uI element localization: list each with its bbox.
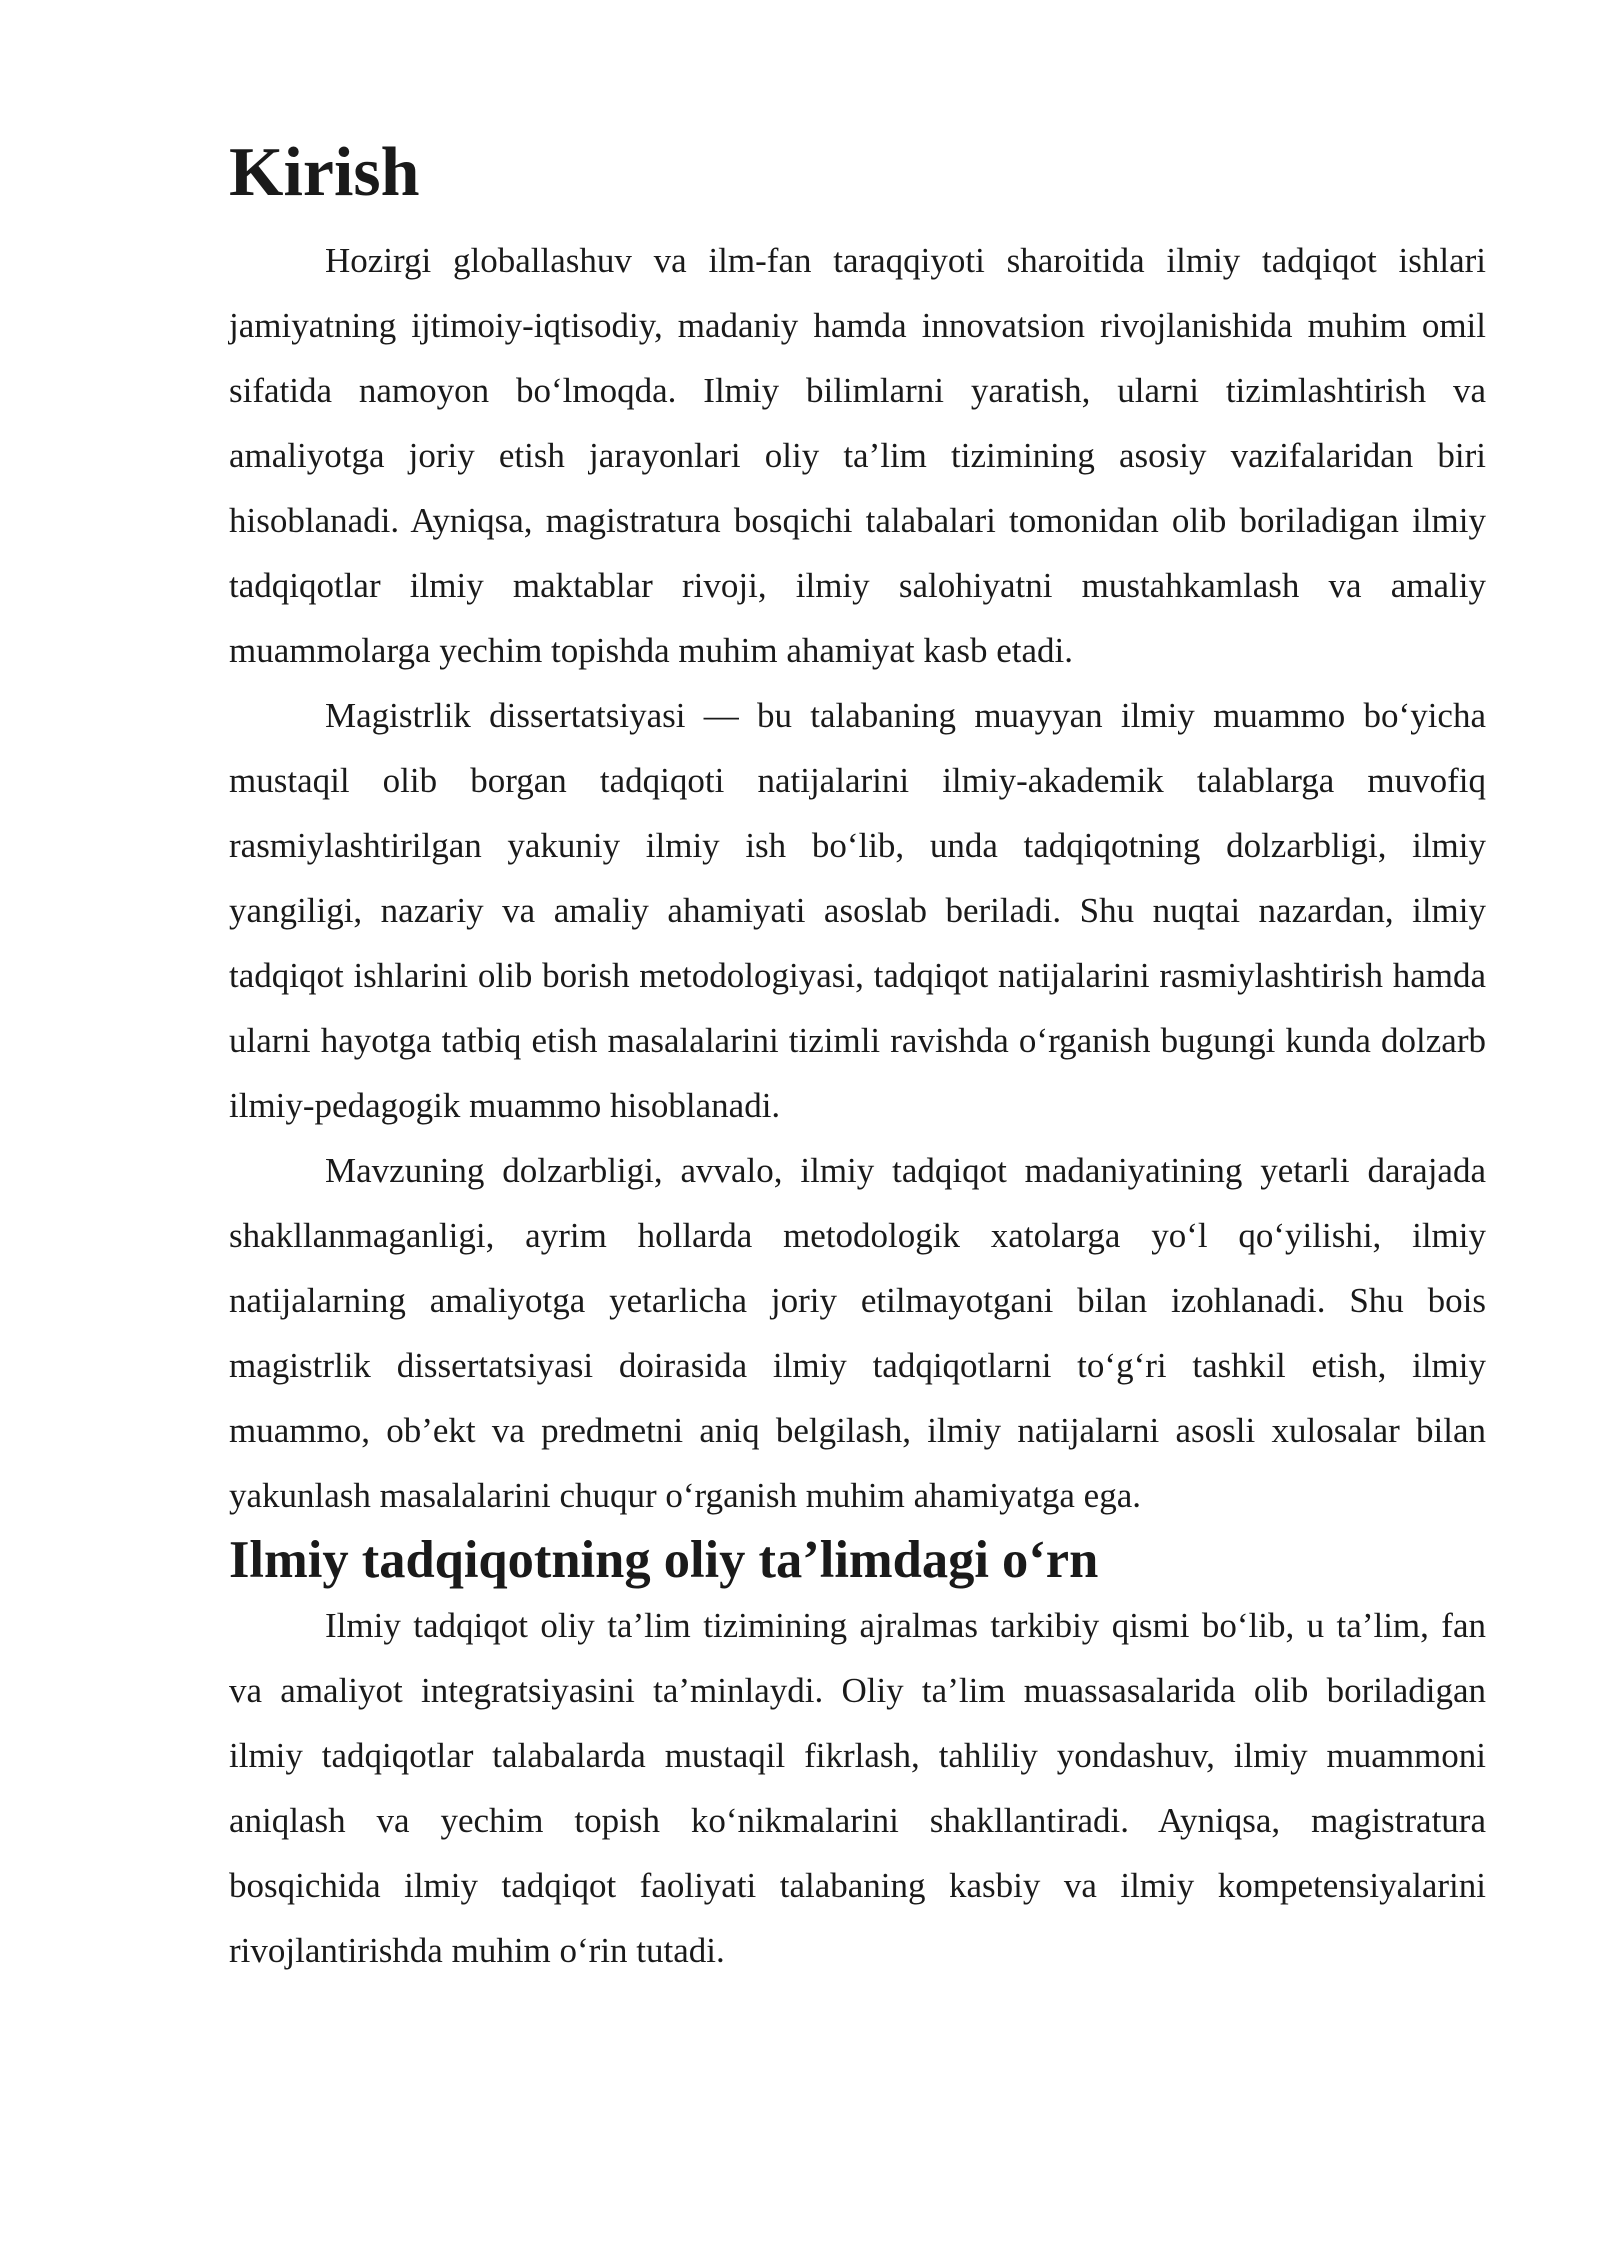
paragraph-intro-1: Hozirgi globallashuv va ilm-fan taraqqiyoti sharoitida ilmiy tadqiqot ishlari jamiyatning ijtimoiy-iqtisodiy, madaniy hamda innovatsion rivojlanishida muhim omil sifatida namoyon bo‘lmoqda. Ilmiy bilimlarni yaratish, ularni tizimlashtirish va amaliyotga joriy etish jarayonlari oliy ta’lim tizimining asosiy vazifalaridan biri hisoblanadi. Ayniqsa, magistratura bosqichi talabalari tomonidan olib boriladigan ilmiy tadqiqotlar ilmiy maktablar rivoji, ilmiy salohiyatni mustahkamlash va amaliy muammolarga yechim topishda muhim ahamiyat kasb etadi.	[229, 241, 1486, 670]
paragraph-intro-2: Magistrlik dissertatsiyasi — bu talabaning muayyan ilmiy muammo bo‘yicha mustaqil olib borgan tadqiqoti natijalarini ilmiy-akademik talablarga muvofiq rasmiylashtirilgan yakuniy ilmiy ish bo‘lib, unda tadqiqotning dolzarbligi, ilmiy yangiligi, nazariy va amaliy ahamiyati asoslab beriladi. Shu nuqtai nazardan, ilmiy tadqiqot ishlarini olib borish metodologiyasi, tadqiqot natijalarini rasmiylashtirish hamda ularni hayotga tatbiq etish masalalarini tizimli ravishda o‘rganish bugungi kunda dolzarb ilmiy-pedagogik muammo hisoblanadi.	[229, 696, 1486, 1125]
section-heading-research-role: Ilmiy tadqiqotning oliy ta’limdagi o‘rn	[229, 1531, 1099, 1589]
section-heading-kirish: Kirish	[229, 134, 420, 211]
paragraph-intro-3: Mavzuning dolzarbligi, avvalo, ilmiy tadqiqot madaniyatining yetarli darajada shakllanmaganligi, ayrim hollarda metodologik xatolarga yo‘l qo‘yilishi, ilmiy natijalarning amaliyotga yetarlicha joriy etilmayotgani bilan izohlanadi. Shu bois magistrlik dissertatsiyasi doirasida ilmiy tadqiqotlarni to‘g‘ri tashkil etish, ilmiy muammo, ob’ekt va predmetni aniq belgilash, ilmiy natijalarni asosli xulosalar bilan yakunlash masalalarini chuqur o‘rganish muhim ahamiyatga ega.	[229, 1151, 1486, 1515]
paragraph-research-role-1: Ilmiy tadqiqot oliy ta’lim tizimining ajralmas tarkibiy qismi bo‘lib, u ta’lim, fan va amaliyot integratsiyasini ta’minlaydi. Oliy ta’lim muassasalarida olib boriladigan ilmiy tadqiqotlar talabalarda mustaqil fikrlash, tahliliy yondashuv, ilmiy muammoni aniqlash va yechim topish ko‘nikmalarini shakllantiradi. Ayniqsa, magistratura bosqichida ilmiy tadqiqot faoliyati talabaning kasbiy va ilmiy kompetensiyalarini rivojlantirishda muhim o‘rin tutadi.	[229, 1606, 1486, 1970]
document-page	[229, 134, 1486, 1983]
